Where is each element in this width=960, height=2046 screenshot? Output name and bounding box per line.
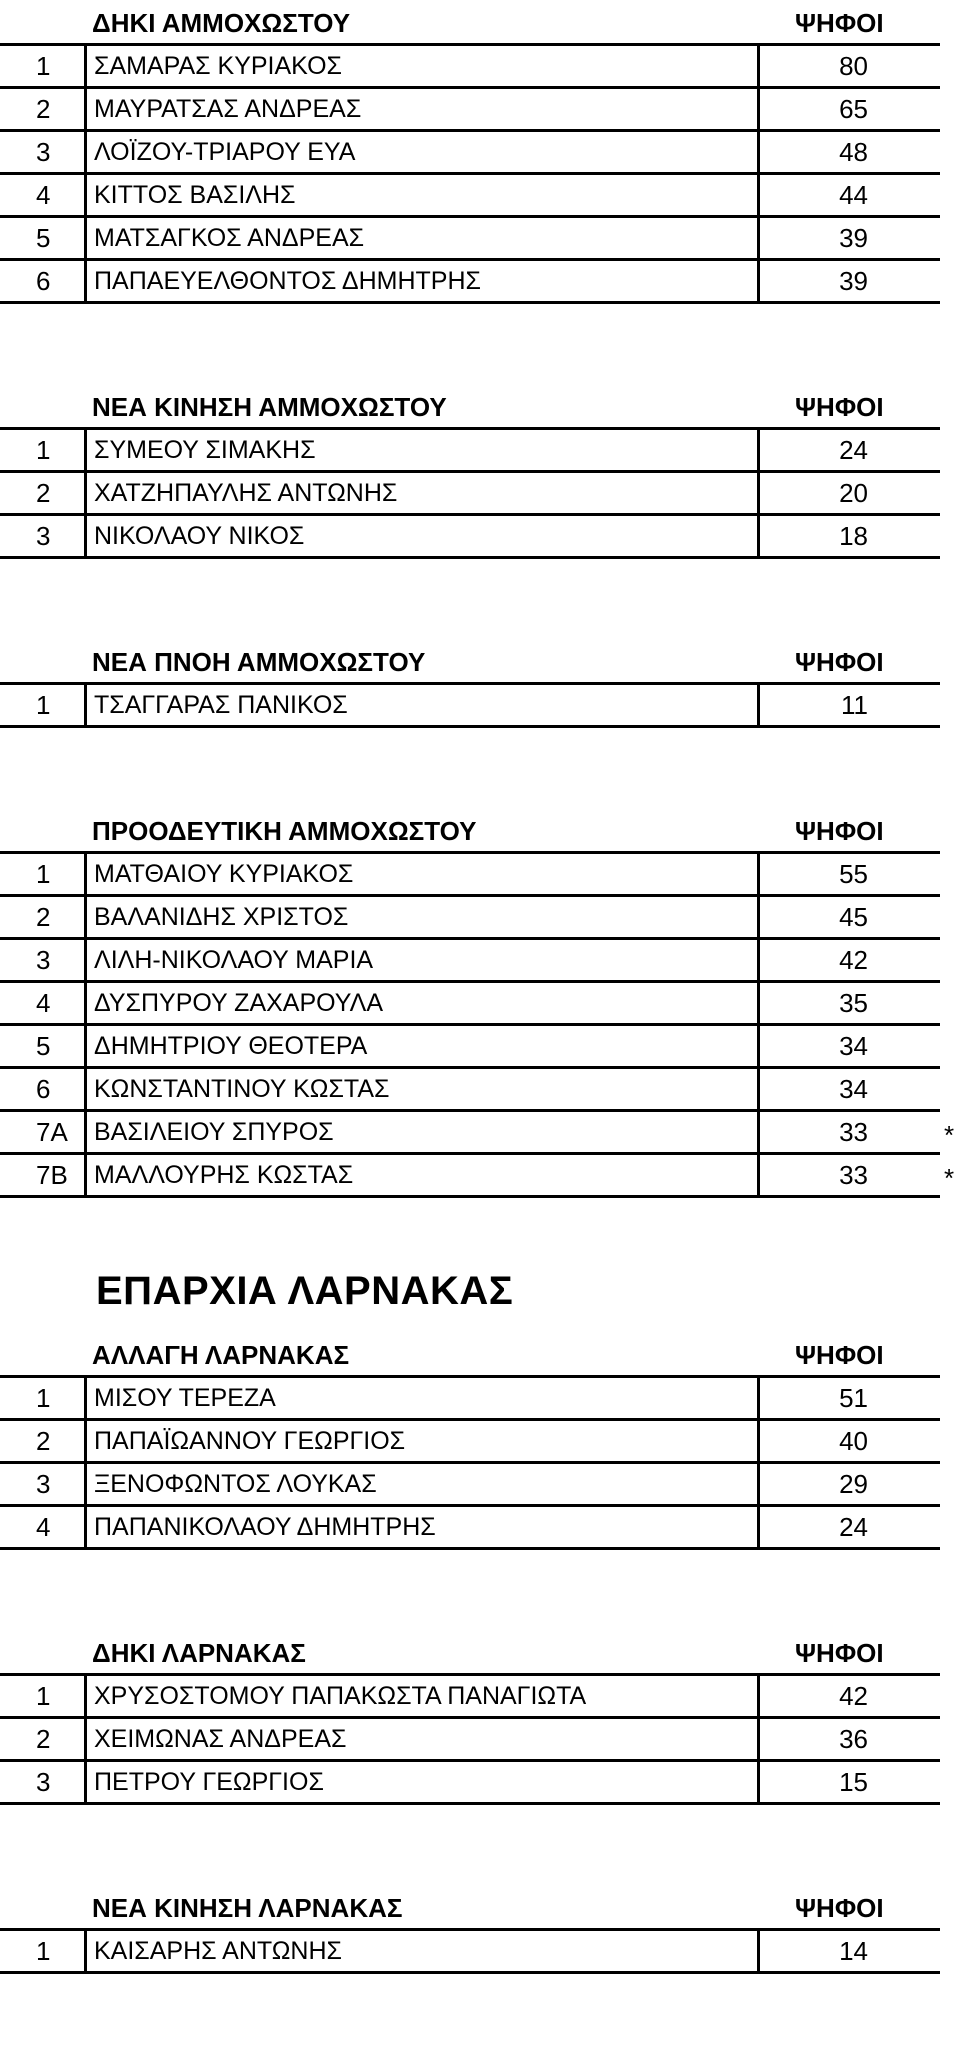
rank-cell: 3: [36, 944, 51, 975]
table-row: [0, 1931, 940, 1974]
candidate-name-cell: ΠΕΤΡΟΥ ΓΕΩΡΓΙΟΣ: [84, 1762, 760, 1802]
rank-cell: 2: [36, 1425, 51, 1456]
votes-cell: 48: [839, 136, 868, 167]
rank-cell: 1: [36, 858, 51, 889]
votes-cell: 55: [839, 858, 868, 889]
table-row: [0, 132, 940, 175]
party-section: [0, 1630, 960, 1805]
votes-cell: 42: [839, 944, 868, 975]
table-row: [0, 940, 940, 983]
party-name: ΠΡΟΟΔΕΥΤΙΚΗ ΑΜΜΟΧΩΣΤΟΥ: [92, 816, 477, 846]
party-section: [0, 639, 960, 728]
candidate-name-cell: ΝΙΚΟΛΑΟΥ ΝΙΚΟΣ: [84, 516, 760, 556]
table-row: [0, 516, 940, 559]
votes-column-header: ΨΗΦΟΙ: [795, 1638, 884, 1668]
candidate-name-cell: ΚΩΝΣΤΑΝΤΙΝΟΥ ΚΩΣΤΑΣ: [84, 1069, 760, 1109]
votes-cell: 44: [839, 179, 868, 210]
table-row: [0, 1026, 940, 1069]
results-table: [0, 682, 940, 728]
rank-cell: 1: [36, 50, 51, 81]
rank-cell: 1: [36, 1680, 51, 1711]
candidate-name-cell: ΞΕΝΟΦΩΝΤΟΣ ΛΟΥΚΑΣ: [84, 1464, 760, 1504]
table-row: [0, 897, 940, 940]
rank-cell: 7Α: [36, 1116, 68, 1147]
rank-cell: 4: [36, 1511, 51, 1542]
candidate-name-cell: ΧΑΤΖΗΠΑΥΛΗΣ ΑΝΤΩΝΗΣ: [84, 473, 760, 513]
rank-cell: 1: [36, 689, 51, 720]
votes-cell: 80: [839, 50, 868, 81]
rank-cell: 2: [36, 901, 51, 932]
region-title: [0, 1248, 960, 1318]
party-header: [0, 639, 960, 682]
table-row: [0, 1069, 940, 1112]
table-row: [0, 261, 940, 304]
votes-column-header: ΨΗΦΟΙ: [795, 8, 884, 38]
votes-cell: 33: [839, 1159, 868, 1190]
votes-cell: 15: [839, 1766, 868, 1797]
party-section: [0, 1332, 960, 1550]
votes-cell: 34: [839, 1073, 868, 1104]
results-table: [0, 851, 955, 1198]
candidate-name-cell: ΛΙΛΗ-ΝΙΚΟΛΑΟΥ ΜΑΡΙΑ: [84, 940, 760, 980]
party-section: [0, 0, 960, 304]
tie-marker: *: [944, 1163, 955, 1193]
party-name: ΑΛΛΑΓΗ ΛΑΡΝΑΚΑΣ: [92, 1340, 350, 1370]
candidate-name-cell: ΒΑΛΑΝΙΔΗΣ ΧΡΙΣΤΟΣ: [84, 897, 760, 937]
candidate-name-cell: ΜΑΛΛΟΥΡΗΣ ΚΩΣΤΑΣ: [84, 1155, 760, 1195]
table-row: [0, 1112, 955, 1155]
rank-cell: 2: [36, 93, 51, 124]
table-row: [0, 1676, 940, 1719]
party-name: ΔΗΚΙ ΑΜΜΟΧΩΣΤΟΥ: [92, 8, 351, 38]
votes-cell: 14: [839, 1935, 868, 1966]
results-table: [0, 43, 940, 304]
votes-cell: 11: [841, 689, 868, 720]
candidate-name-cell: ΣΥΜΕΟΥ ΣΙΜΑΚΗΣ: [84, 430, 760, 470]
results-table: [0, 1673, 940, 1805]
party-header: [0, 1332, 960, 1375]
region-title-text: ΕΠΑΡΧΙΑ ΛΑΡΝΑΚΑΣ: [96, 1269, 514, 1313]
table-row: [0, 1378, 940, 1421]
votes-cell: 35: [839, 987, 868, 1018]
votes-cell: 18: [839, 520, 868, 551]
table-row: [0, 430, 940, 473]
candidate-name-cell: ΚΑΙΣΑΡΗΣ ΑΝΤΩΝΗΣ: [84, 1931, 760, 1971]
candidate-name-cell: ΜΑΥΡΑΤΣΑΣ ΑΝΔΡΕΑΣ: [84, 89, 760, 129]
party-header: [0, 808, 960, 851]
votes-cell: 24: [839, 434, 868, 465]
votes-cell: 45: [839, 901, 868, 932]
rank-cell: 1: [36, 434, 51, 465]
candidate-name-cell: ΒΑΣΙΛΕΙΟΥ ΣΠΥΡΟΣ: [84, 1112, 760, 1152]
table-row: [0, 218, 940, 261]
votes-cell: 36: [839, 1723, 868, 1754]
candidate-name-cell: ΠΑΠΑΕΥΕΛΘΟΝΤΟΣ ΔΗΜΗΤΡΗΣ: [84, 261, 760, 301]
party-name: ΔΗΚΙ ΛΑΡΝΑΚΑΣ: [92, 1638, 306, 1668]
rank-cell: 1: [36, 1935, 51, 1966]
tie-marker: *: [944, 1120, 955, 1150]
candidate-name-cell: ΔΗΜΗΤΡΙΟΥ ΘΕΟΤΕΡΑ: [84, 1026, 760, 1066]
candidate-name-cell: ΔΥΣΠΥΡΟΥ ΖΑΧΑΡΟΥΛΑ: [84, 983, 760, 1023]
votes-cell: 34: [839, 1030, 868, 1061]
votes-column-header: ΨΗΦΟΙ: [795, 816, 884, 846]
table-row: [0, 473, 940, 516]
rank-cell: 3: [36, 136, 51, 167]
rank-cell: 6: [36, 265, 51, 296]
rank-cell: 4: [36, 987, 51, 1018]
results-table: [0, 1375, 940, 1550]
candidate-name-cell: ΤΣΑΓΓΑΡΑΣ ΠΑΝΙΚΟΣ: [84, 685, 760, 725]
votes-cell: 39: [839, 265, 868, 296]
votes-cell: 40: [839, 1425, 868, 1456]
table-row: [0, 854, 940, 897]
rank-cell: 5: [36, 1030, 51, 1061]
rank-cell: 1: [36, 1382, 51, 1413]
candidate-name-cell: ΧΕΙΜΩΝΑΣ ΑΝΔΡΕΑΣ: [84, 1719, 760, 1759]
votes-column-header: ΨΗΦΟΙ: [795, 1893, 884, 1923]
table-row: [0, 1464, 940, 1507]
party-header: [0, 1630, 960, 1673]
party-section: [0, 808, 960, 1198]
candidate-name-cell: ΛΟΪΖΟΥ-ΤΡΙΑΡΟΥ ΕΥΑ: [84, 132, 760, 172]
candidate-name-cell: ΜΑΤΘΑΙΟΥ ΚΥΡΙΑΚΟΣ: [84, 854, 760, 894]
rank-cell: 3: [36, 520, 51, 551]
votes-column-header: ΨΗΦΟΙ: [795, 647, 884, 677]
candidate-name-cell: ΚΙΤΤΟΣ ΒΑΣΙΛΗΣ: [84, 175, 760, 215]
results-table: [0, 427, 940, 559]
table-row: [0, 1762, 940, 1805]
party-section: [0, 1885, 960, 1974]
candidate-name-cell: ΠΑΠΑΪΩΑΝΝΟΥ ΓΕΩΡΓΙΟΣ: [84, 1421, 760, 1461]
votes-cell: 39: [839, 222, 868, 253]
candidate-name-cell: ΜΑΤΣΑΓΚΟΣ ΑΝΔΡΕΑΣ: [84, 218, 760, 258]
table-row: [0, 89, 940, 132]
votes-column-header: ΨΗΦΟΙ: [795, 392, 884, 422]
table-row: [0, 1155, 955, 1198]
table-row: [0, 46, 940, 89]
rank-cell: 2: [36, 477, 51, 508]
votes-column-header: ΨΗΦΟΙ: [795, 1340, 884, 1370]
party-name: ΝΕΑ ΚΙΝΗΣΗ ΛΑΡΝΑΚΑΣ: [92, 1893, 403, 1923]
candidate-name-cell: ΠΑΠΑΝΙΚΟΛΑΟΥ ΔΗΜΗΤΡΗΣ: [84, 1507, 760, 1547]
rank-cell: 3: [36, 1766, 51, 1797]
rank-cell: 5: [36, 222, 51, 253]
candidate-name-cell: ΣΑΜΑΡΑΣ ΚΥΡΙΑΚΟΣ: [84, 46, 760, 86]
candidate-name-cell: ΧΡΥΣΟΣΤΟΜΟΥ ΠΑΠΑΚΩΣΤΑ ΠΑΝΑΓΙΩΤΑ: [84, 1676, 760, 1716]
candidate-name-cell: ΜΙΣΟΥ ΤΕΡΕΖΑ: [84, 1378, 760, 1418]
votes-cell: 24: [839, 1511, 868, 1542]
rank-cell: 7Β: [36, 1159, 68, 1190]
votes-cell: 51: [839, 1382, 868, 1413]
rank-cell: 3: [36, 1468, 51, 1499]
results-table: [0, 1928, 940, 1974]
rank-cell: 6: [36, 1073, 51, 1104]
table-row: [0, 1421, 940, 1464]
party-name: ΝΕΑ ΚΙΝΗΣΗ ΑΜΜΟΧΩΣΤΟΥ: [92, 392, 447, 422]
party-section: [0, 384, 960, 559]
votes-cell: 29: [839, 1468, 868, 1499]
table-row: [0, 685, 940, 728]
region-section: [0, 1248, 960, 1318]
votes-cell: 65: [839, 93, 868, 124]
party-header: [0, 384, 960, 427]
party-name: ΝΕΑ ΠΝΟΗ ΑΜΜΟΧΩΣΤΟΥ: [92, 647, 426, 677]
votes-cell: 42: [839, 1680, 868, 1711]
votes-cell: 20: [839, 477, 868, 508]
rank-cell: 4: [36, 179, 51, 210]
table-row: [0, 1507, 940, 1550]
party-header: [0, 1885, 960, 1928]
table-row: [0, 983, 940, 1026]
table-row: [0, 175, 940, 218]
rank-cell: 2: [36, 1723, 51, 1754]
votes-cell: 33: [839, 1116, 868, 1147]
party-header: [0, 0, 960, 43]
table-row: [0, 1719, 940, 1762]
